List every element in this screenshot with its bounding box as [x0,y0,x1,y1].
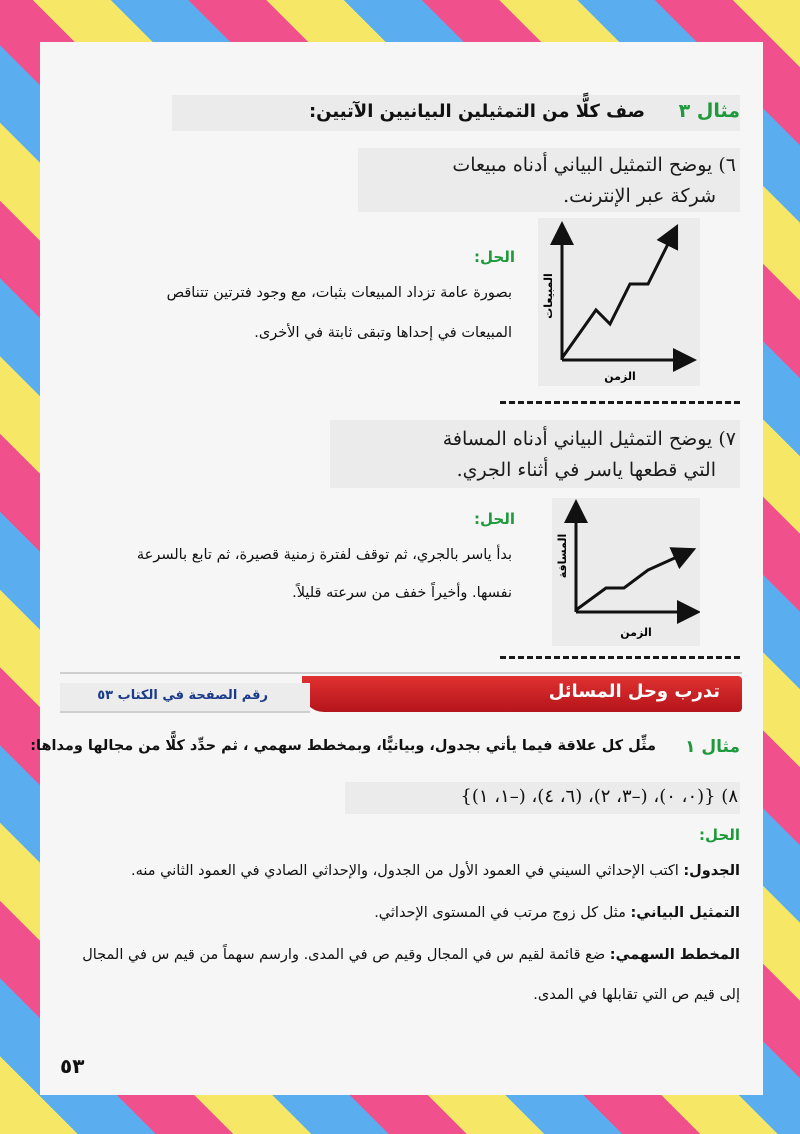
banner-title: تدرب وحل المسائل [548,681,720,702]
table-text: اكتب الإحداثي السيني في العمود الأول من الجدول، والإحداثي الصادي في العمود الثاني منه. [131,863,679,879]
table-desc [60,852,740,890]
arrow-text-1: ضع قائمة لقيم س في المجال وقيم ص في المدى. وارسم سهماً من قيم س في المجال [82,947,606,963]
arrow-desc-1 [60,936,740,974]
example1-solution-label: الحل: [699,826,740,844]
graph-desc [60,894,740,932]
q6-line1: ٦) يوضح التمثيل البياني أدناه مبيعات [452,154,736,176]
banner-top-line [60,672,742,674]
page-number: ٥٣ [60,1054,85,1078]
divider-1 [500,401,740,404]
q6-graph [538,218,700,386]
q6-solution-label: الحل: [474,248,515,266]
q7-graph [552,498,700,646]
q7-line2: التي قطعها ياسر في أثناء الجري. [456,459,716,481]
q7-x-label: الزمن [620,626,652,639]
example1-label: مثال ١ [685,737,740,757]
example3-title: صف كلًّا من التمثيلين البيانيين الآتيين: [308,101,645,122]
graph-text: مثل كل زوج مرتب في المستوى الإحداثي. [374,905,626,921]
q6-solution-line1: بصورة عامة تزداد المبيعات بثبات، مع وجود فترتين تتناقص [166,285,512,301]
q6-line2: شركة عبر الإنترنت. [563,185,716,207]
table-label: الجدول: [683,863,740,879]
example1-title: مثِّل كل علاقة فيما يأتي بجدول، وبيانيًّا، وبمخطط سهمي ، ثم حدِّد كلًّا من مجالها ومداها: [30,738,656,754]
q6-sales-line [562,232,674,358]
q7-solution-line2: نفسها. وأخيراً خفف من سرعته قليلاً. [292,585,512,601]
arrow-text-2: إلى قيم ص التي تقابلها في المدى. [533,987,740,1003]
divider-2 [500,656,740,659]
q7-y-label: المسافة [556,533,569,579]
q6-graph-svg [538,218,700,386]
q6-y-label: المبيعات [542,273,555,319]
q6-solution-line2: المبيعات في إحداها وتبقى ثابتة في الأخرى. [254,325,512,341]
q7-graph-svg [552,498,700,646]
q6-x-label: الزمن [604,370,636,383]
arrow-label: المخطط السهمي: [609,947,740,963]
q7-line1: ٧) يوضح التمثيل البياني أدناه المسافة [442,428,736,450]
q8-relation: ٨) {(٠، ٠)، (–٣، ٢)، (٦، ٤)، (–١، ١)} [460,786,738,807]
q7-solution-line1: بدأ ياسر بالجري، ثم توقف لفترة زمنية قصيرة، ثم تابع بالسرعة [136,547,512,563]
example3-label: مثال ٣ [678,100,740,122]
graph-label: التمثيل البياني: [630,905,740,921]
q7-solution-label: الحل: [474,510,515,528]
page-ref: رقم الصفحة في الكتاب ٥٣ [97,688,268,703]
q7-distance-line [576,552,688,610]
